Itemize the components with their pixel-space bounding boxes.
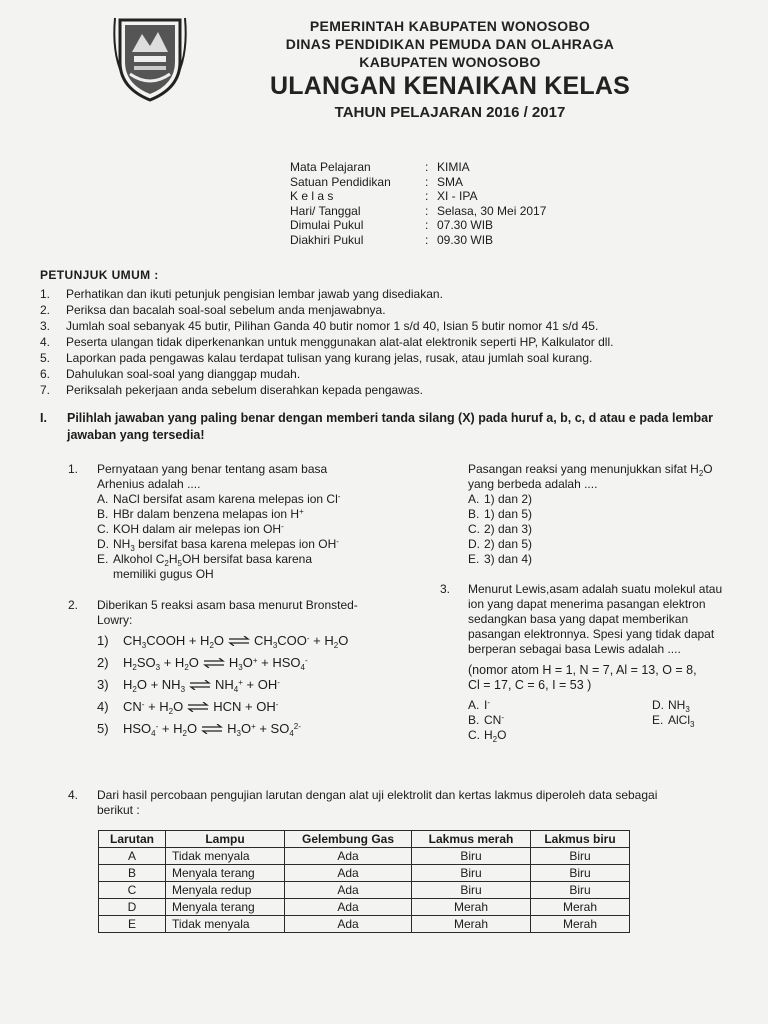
- info-label: Mata Pelajaran: [290, 160, 371, 174]
- question-4: Dari hasil percobaan pengujian larutan dengan alat uji elektrolit dan kertas lakmus diperoleh data sebagai berikut :: [97, 788, 658, 817]
- option-c: C. $H_2O$: [468, 728, 507, 744]
- option-e: E. Alkohol $C_2H_5OH$ bersifat basa karena: [97, 552, 313, 568]
- equilibrium-arrow-icon: [228, 636, 250, 646]
- table-header: Lakmus merah: [412, 831, 531, 848]
- option-d: D. $NH_3$ bersifat basa karena melepas ion OH-: [97, 537, 339, 553]
- question-2-continued: Pasangan reaksi yang menunjukkan sifat $H_2O$ yang berbeda adalah .... A. 1) dan 2) B. 1) dan 5) C. 2) dan 3) D. 2) dan 5) E. 3) dan 4): [468, 462, 758, 567]
- reaction-3: 3) $H_2O + NH_3$ $NH_4^+ + OH^-$: [97, 677, 280, 694]
- option-a: A. I-: [468, 698, 491, 712]
- instructions-list: [40, 286, 740, 398]
- table-header: Lakmus biru: [531, 831, 630, 848]
- exam-info: [290, 160, 546, 248]
- equilibrium-arrow-icon: [189, 680, 211, 690]
- table-header: Larutan: [99, 831, 166, 848]
- question-number: 1.: [68, 462, 79, 476]
- question-number: 4.: [68, 788, 79, 802]
- instruction-item: 1. Perhatikan dan ikuti petunjuk pengisian lembar jawab yang disediakan.: [40, 287, 443, 301]
- option-c: C. 2) dan 3): [468, 522, 533, 536]
- option-a: A. 1) dan 2): [468, 492, 533, 506]
- question-number: 3.: [440, 582, 451, 596]
- info-label: K e l a s: [290, 189, 334, 204]
- instruction-item: 7. Periksalah pekerjaan anda sebelum diserahkan kepada pengawas.: [40, 383, 423, 397]
- equilibrium-arrow-icon: [187, 702, 209, 712]
- section-number: I.: [40, 411, 47, 425]
- header-regency: KABUPATEN WONOSOBO: [359, 54, 541, 70]
- instruction-item: 6. Dahulukan soal-soal yang dianggap mudah.: [40, 367, 301, 381]
- option-d: D. $NH_3$: [652, 698, 690, 714]
- table-header: Lampu: [166, 831, 285, 848]
- table-row: D Menyala terang Ada Merah Merah: [99, 899, 630, 916]
- table-header: Gelembung Gas: [285, 831, 412, 848]
- equilibrium-arrow-icon: [201, 724, 223, 734]
- header-government: PEMERINTAH KABUPATEN WONOSOBO: [309, 18, 591, 34]
- table-row: E Tidak menyala Ada Merah Merah: [99, 916, 630, 933]
- info-value: SMA: [437, 174, 464, 189]
- option-e: E. AlCl$_3$: [652, 713, 695, 729]
- instruction-item: 4. Peserta ulangan tidak diperkenankan untuk menggunakan alat-alat elektronik seperti HP, Kalkulator dll.: [40, 335, 614, 349]
- equilibrium-arrow-icon: [203, 658, 225, 668]
- reaction-5: 5) $HSO_4^- + H_2O$ $H_3O^+ + SO_4^{2-}$: [97, 721, 301, 738]
- option-b: B. HBr dalam benzena melapas ion H+: [97, 507, 304, 521]
- wonosobo-emblem-logo: [110, 12, 190, 102]
- info-value: KIMIA: [437, 160, 470, 174]
- info-row-start-time: Dimulai Pukul : 07.30 WIB: [290, 218, 494, 233]
- info-label: Satuan Pendidikan: [290, 174, 391, 189]
- academic-year: TAHUN PELAJARAN 2016 / 2017: [334, 104, 566, 121]
- question-2: Diberikan 5 reaksi asam basa menurut Bronsted- Lowry:: [97, 598, 358, 627]
- instruction-item: 2. Periksa dan bacalah soal-soal sebelum anda menjawabnya.: [40, 303, 386, 317]
- instruction-item: 5. Laporkan pada pengawas kalau terdapat tulisan yang kurang jelas, rusak, atau jumlah soal kurang.: [40, 351, 593, 365]
- option-b: B. 1) dan 5): [468, 507, 533, 521]
- option-e: E. 3) dan 4): [468, 552, 533, 566]
- section-text: Pilihlah jawaban yang paling benar dengan memberi tanda silang (X) pada huruf a, b, c, d atau e pada lembar jawaban yang tersedia!: [67, 411, 713, 442]
- option-c: C. KOH dalam air melepas ion OH-: [97, 522, 284, 536]
- info-value: 07.30 WIB: [437, 218, 494, 233]
- reaction-list: [97, 630, 437, 740]
- info-row-school-level: Satuan Pendidikan : SMA: [290, 174, 464, 189]
- table-header-row: [99, 831, 630, 848]
- info-value: 09.30 WIB: [437, 232, 494, 247]
- table-row: C Menyala redup Ada Biru Biru: [99, 882, 630, 899]
- table-row: A Tidak menyala Ada Biru Biru: [99, 848, 630, 865]
- question-3: Menurut Lewis,asam adalah suatu molekul atau ion yang dapat menerima pasangan elektron sedangkan basa yang dapat memberikan pasangan elektronnya. Spesi yang tidak dapat berperan sebagai basa Lewis adalah .... (nomor atom H = 1, N = 7, Al = 13, O = 8, Cl = 17, C = 6, I = 53 ): [468, 582, 723, 692]
- reaction-4: 4) $CN^- + H_2O$ HCN + OH-: [97, 699, 279, 716]
- info-label: Dimulai Pukul: [290, 218, 364, 233]
- option-d: D. 2) dan 5): [468, 537, 533, 551]
- page-title: ULANGAN KENAIKAN KELAS: [270, 72, 630, 100]
- info-row-date: Hari/ Tanggal : Selasa, 30 Mei 2017: [290, 203, 547, 218]
- info-label: Diakhiri Pukul: [290, 232, 364, 247]
- info-row-subject: Mata Pelajaran : KIMIA: [290, 160, 470, 174]
- question-3-options: [468, 698, 760, 743]
- info-row-end-time: Diakhiri Pukul : 09.30 WIB: [290, 232, 494, 247]
- option-a: A. NaCl bersifat asam karena melepas ion Cl-: [97, 492, 341, 506]
- instruction-item: 3. Jumlah soal sebanyak 45 butir, Pilihan Ganda 40 butir nomor 1 s/d 40, Isian 5 butir nomor 41 s/d 45.: [40, 319, 599, 333]
- question-1: Pernyataan yang benar tentang asam basa Arhenius adalah .... A. NaCl bersifat asam karena melepas ion Cl- B. HBr dalam benzena melapas ion H+ C. KOH dalam air melepas ion OH- D. $NH_3$ bersifat basa karena melepas ion OH- E. Alkohol $C_2H_5OH$ bersifat basa karena memiliki gugus OH: [97, 462, 397, 582]
- option-b: B. CN-: [468, 713, 505, 727]
- info-value: XI - IPA: [437, 189, 478, 204]
- litmus-test-table: [98, 830, 630, 933]
- info-label: Hari/ Tanggal: [290, 203, 361, 218]
- table-row: B Menyala terang Ada Biru Biru: [99, 865, 630, 882]
- info-row-class: K e l a s : XI - IPA: [290, 189, 478, 204]
- info-value: Selasa, 30 Mei 2017: [437, 203, 547, 218]
- question-number: 2.: [68, 598, 79, 612]
- instructions-title: PETUNJUK UMUM :: [40, 268, 159, 282]
- reaction-1: 1) $CH_3COOH + H_2O$ $CH_3COO^- + H_2O$: [97, 633, 349, 650]
- reaction-2: 2) $H_2SO_3 + H_2O$ $H_3O^+ + HSO_4^-$: [97, 655, 308, 672]
- header-department: DINAS PENDIDIKAN PEMUDA DAN OLAHRAGA: [285, 36, 615, 52]
